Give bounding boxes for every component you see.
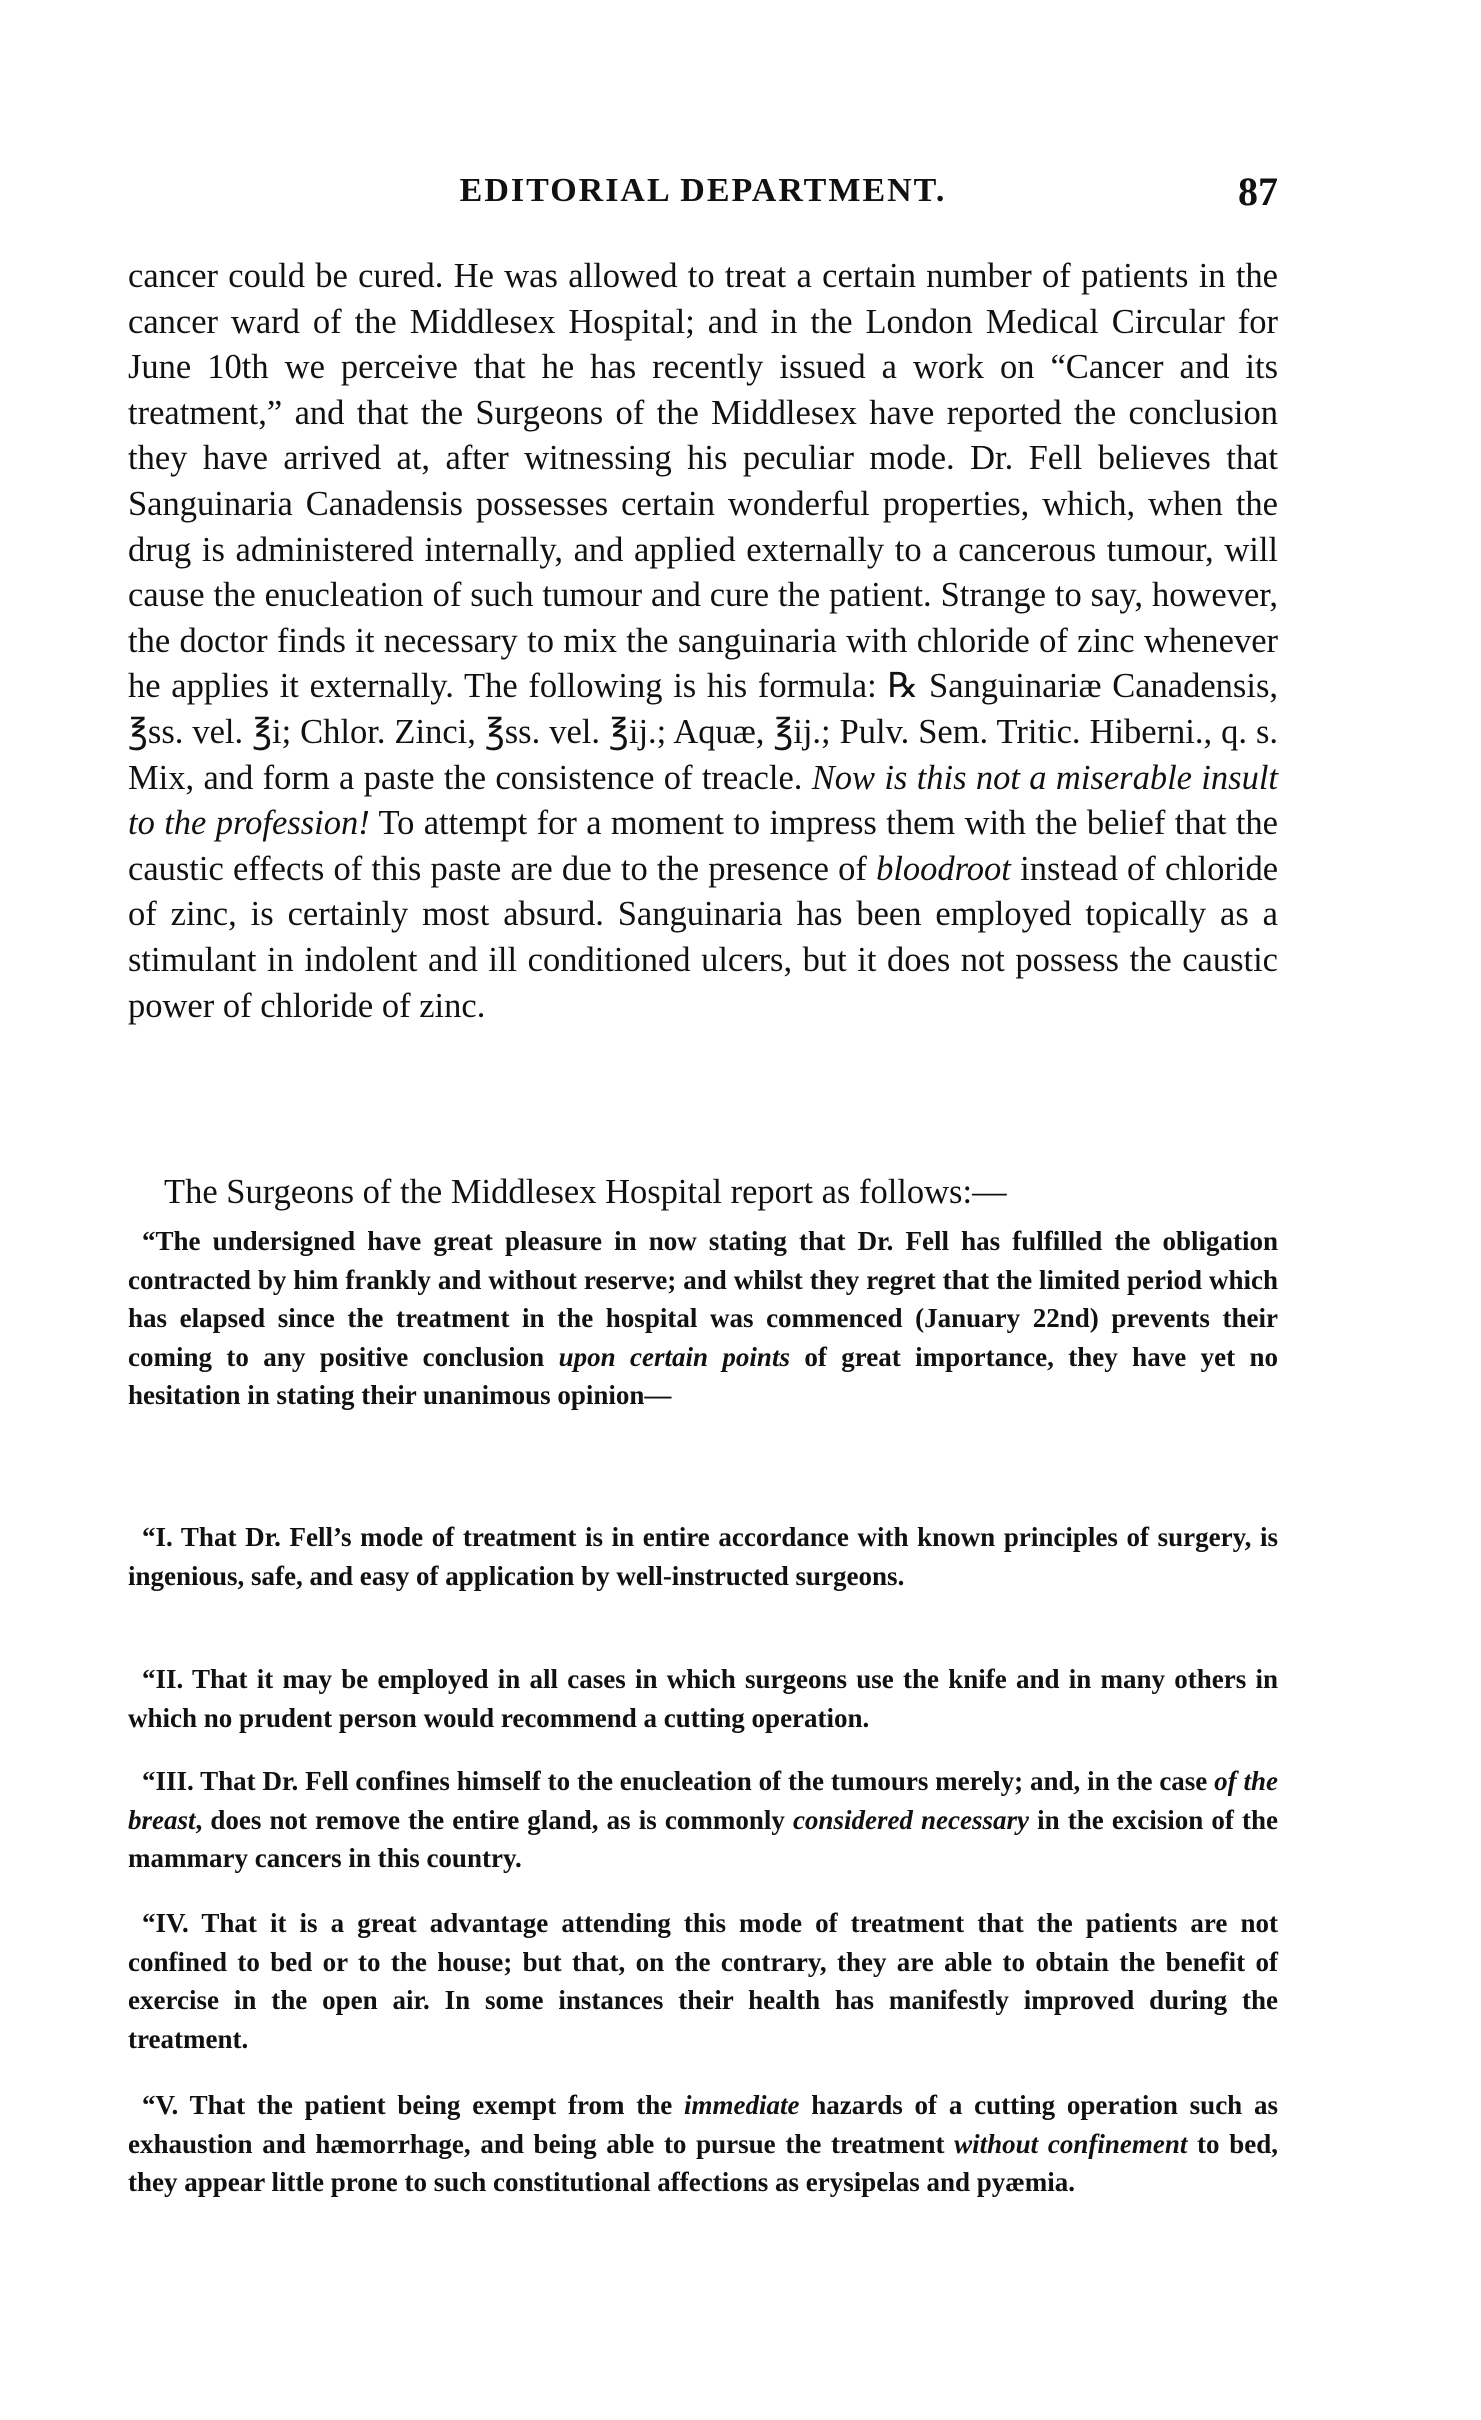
report-item-3-part-3: in the excision of the mammary cancers in this country. — [128, 1804, 1278, 1873]
report-opening-part-2: of great importance, they have yet no hesitation in stating their unanimous opinion— — [128, 1341, 1278, 1410]
report-opening-part-1: “The undersigned have great pleasure in now stating that Dr. Fell has fulfilled the obligation contracted by him frankly and without reserve; and whilst they regret that the limited period which has elapsed since the treatment in the hospital was commenced (January 22nd) prevents their coming to any positive conclusion — [128, 1226, 1278, 1372]
report-item-1-text: “I. That Dr. Fell’s mode of treatment is in entire accordance with known principles of surgery, is ingenious, safe, and easy of application by well-instructed surgeons. — [128, 1522, 1278, 1591]
report-item-5-part-2: hazards of a cutting operation such as exhaustion and hæmorrhage, and being able to pursue the treatment — [128, 2090, 1278, 2159]
report-item-4 — [128, 1904, 1278, 2058]
body-paragraph — [128, 254, 1278, 1029]
report-item-1 — [128, 1518, 1278, 1595]
report-item-3 — [128, 1762, 1278, 1878]
report-item-2-text: “II. That it may be employed in all cases in which surgeons use the knife and in many others in which no prudent person would recommend a cutting operation. — [128, 1664, 1278, 1733]
report-item-5 — [128, 2086, 1278, 2202]
paragraph-1-italic-2: bloodroot — [876, 849, 1011, 888]
page-number: 87 — [1238, 169, 1278, 214]
running-title: EDITORIAL DEPARTMENT. — [459, 172, 947, 209]
report-opening — [128, 1222, 1278, 1415]
report-item-5-italic-1: immediate — [684, 2090, 800, 2120]
page-header — [128, 168, 1278, 228]
report-item-3-italic-1: of the breast — [128, 1766, 1278, 1835]
paragraph-1-part-2: To attempt for a moment to impress them with the belief that the caustic effects of this paste are due to the presence of — [128, 804, 1278, 888]
report-item-5-italic-2: without confinement — [954, 2128, 1188, 2159]
report-item-4-text: “IV. That it is a great advantage attending this mode of treatment that the patients are not confined to bed or to the house; but that, on the contrary, they are able to obtain the benefit of exercise in the open air. In some instances their health has manifestly improved during the treatment. — [128, 1908, 1278, 2054]
report-item-2 — [128, 1660, 1278, 1737]
report-opening-italic: upon certain points — [558, 1341, 790, 1372]
paragraph-1 — [128, 254, 1278, 1029]
report-item-3-italic-2: considered necessary — [792, 1804, 1030, 1835]
report-item-5-part-3: to bed, they appear little prone to such constitutional affections as erysipelas and pyæmia. — [128, 2128, 1279, 2197]
report-item-3-part-1: “III. That Dr. Fell confines himself to the enucleation of the tumours merely; and, in the case — [142, 1766, 1215, 1796]
report-intro: The Surgeons of the Middlesex Hospital report as follows:— — [164, 1173, 1007, 1211]
report-item-5-part-1: “V. That the patient being exempt from the — [142, 2090, 684, 2120]
paragraph-1-part-3: instead of chloride of zinc, is certainly most absurd. Sanguinaria has been employed topically as a stimulant in indolent and ill conditioned ulcers, but it does not possess the caustic power of chloride of zinc. — [128, 849, 1279, 1025]
paragraph-1-part-1: cancer could be cured. He was allowed to treat a certain number of patients in the cancer ward of the Middlesex Hospital; and in the London Medical Circular for June 10th we perceive that he has recently issued a work on “Cancer and its treatment,” and that the Surgeons of the Middlesex have reported the conclusion they have arrived at, after witnessing his peculiar mode. Dr. Fell believes that Sanguinaria Canadensis possesses certain wonderful properties, which, when the drug is administered internally, and applied externally to a cancerous tumour, will cause the enucleation of such tumour and cure the patient. Strange to say, however, the doctor finds it necessary to mix the sanguinaria with chloride of zinc whenever he applies it externally. The following is his formula: ℞ Sanguinariæ Canadensis, ℥ss. vel. ℥i; Chlor. Zinci, ℥ss. vel. ℥ij.; Aquæ, ℥ij.; Pulv. Sem. Tritic. Hiberni., q. s. Mix, and form a paste the consistence of treacle. — [128, 257, 1278, 797]
paragraph-1-italic-1: Now is this not a miserable insult to the profession! — [128, 758, 1278, 843]
report-item-3-part-2: , does not remove the entire gland, as is commonly — [195, 1804, 793, 1835]
